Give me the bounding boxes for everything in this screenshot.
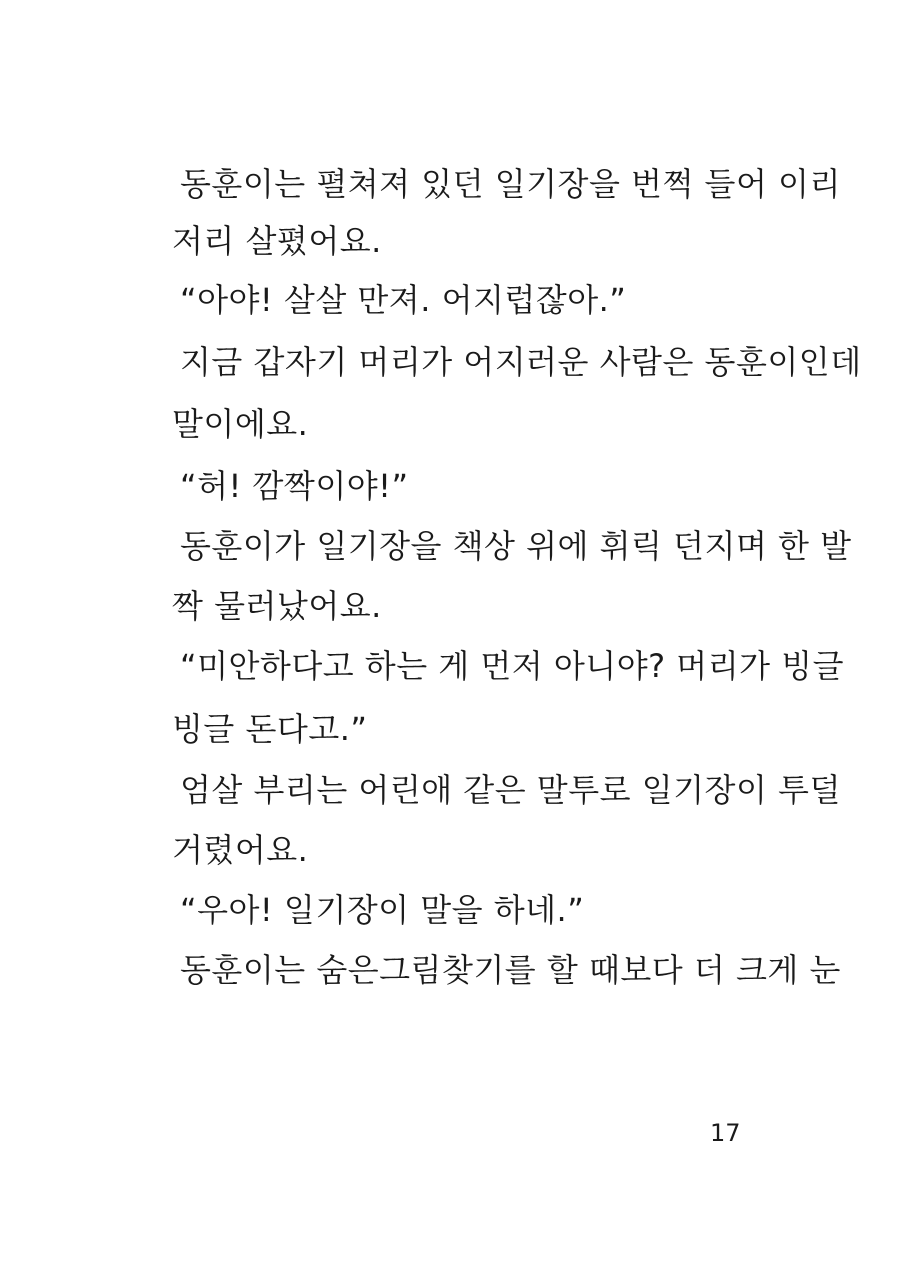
text-line-10: 빙글 돈다고.” xyxy=(172,710,368,748)
text-line-5: 말이에요. xyxy=(172,405,309,443)
text-line-2: 저리 살폈어요. xyxy=(172,222,382,260)
text-line-13: “우아! 일기장이 말을 하네.” xyxy=(180,891,585,929)
text-line-11: 엄살 부리는 어린애 같은 말투로 일기장이 투덜 xyxy=(180,771,841,809)
page-number: 17 xyxy=(710,1119,741,1147)
text-line-3: “아야! 살살 만져. 어지럽잖아.” xyxy=(180,281,627,319)
text-line-14: 동훈이는 숨은그림찾기를 할 때보다 더 크게 눈 xyxy=(180,951,841,989)
text-line-8: 짝 물러났어요. xyxy=(172,587,382,625)
text-line-9: “미안하다고 하는 게 먼저 아니야? 머리가 빙글 xyxy=(180,647,845,685)
text-line-1: 동훈이는 펼쳐져 있던 일기장을 번쩍 들어 이리 xyxy=(180,165,841,203)
text-line-7: 동훈이가 일기장을 책상 위에 휘릭 던지며 한 발 xyxy=(180,527,852,565)
text-line-12: 거렸어요. xyxy=(172,831,309,869)
text-line-6: “허! 깜짝이야!” xyxy=(180,467,409,505)
text-line-4: 지금 갑자기 머리가 어지러운 사람은 동훈이인데 xyxy=(180,343,862,381)
